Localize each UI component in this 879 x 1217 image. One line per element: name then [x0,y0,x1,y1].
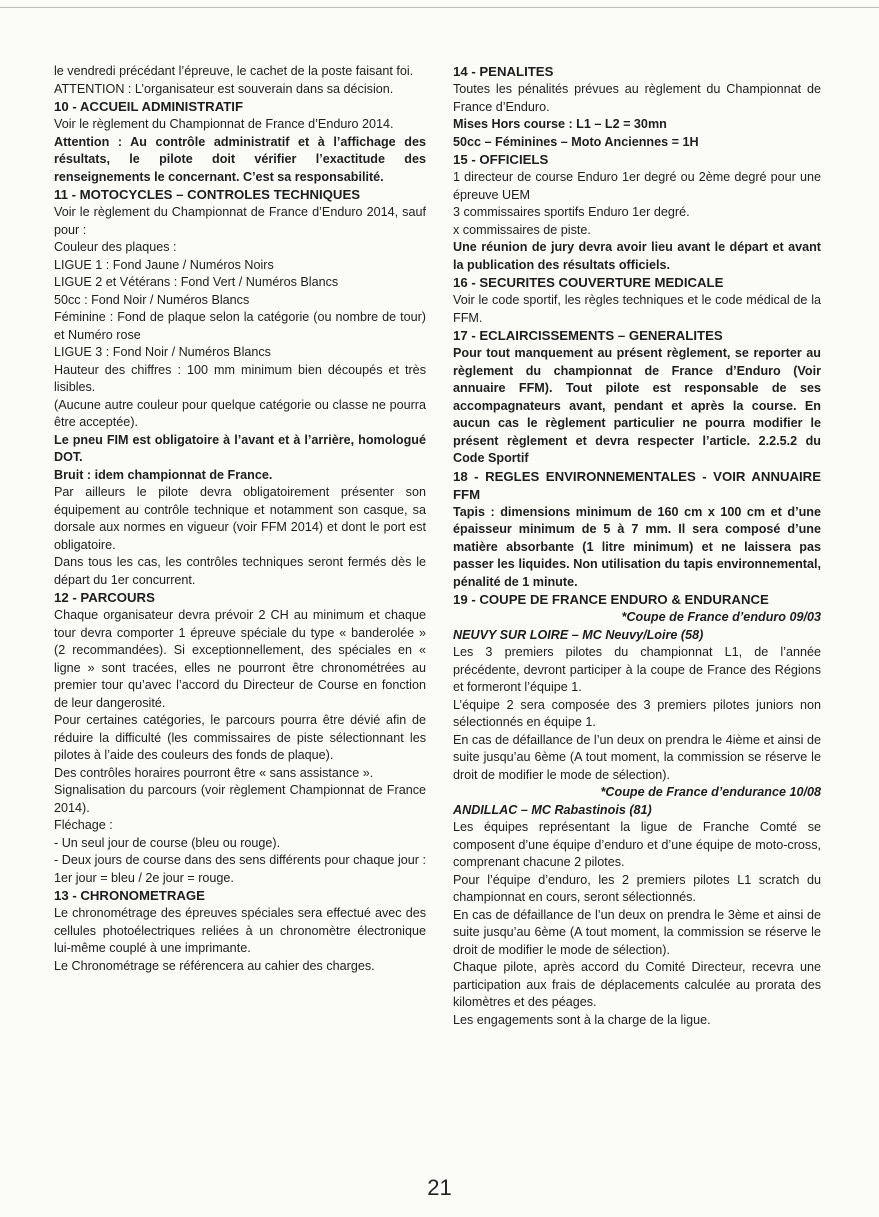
event-heading: *Coupe de France d’enduro 09/03 [621,610,821,624]
event-heading: NEUVY SUR LOIRE – MC Neuvy/Loire (58) [453,627,704,642]
paragraph: LIGUE 3 : Fond Noir / Numéros Blancs [54,345,271,359]
section-heading: 13 - CHRONOMETRAGE [54,888,205,903]
paragraph: En cas de défaillance de l’un deux on prendra le 3ème et ainsi de suite jusqu’au 6ème (A tout moment, la commission se réserve le droit de modifier le mode de sélection). [453,907,821,957]
paragraph: Voir le code sportif, les règles techniques et le code médical de la FFM. [453,293,821,325]
paragraph: - Deux jours de course dans des sens différents pour chaque jour : 1er jour = bleu / 2e jour = rouge. [54,853,426,885]
paragraph: L’équipe 2 sera composée des 3 premiers pilotes juniors non sélectionnés en équipe 1. [453,697,821,729]
paragraph: LIGUE 2 et Vétérans : Fond Vert / Numéros Blancs [54,275,339,289]
paragraph: ATTENTION : L’organisateur est souverain dans sa décision. [54,81,394,96]
paragraph: Les 3 premiers pilotes du championnat L1, de l’année précédente, devront participer à la coupe de France des Régions et formeront l’équipe 1. [453,645,821,694]
paragraph: Le Chronométrage se référencera au cahier des charges. [54,958,375,973]
paragraph: En cas de défaillance de l’un deux on prendra le 4ième et ainsi de suite jusqu’au 6ème (A tout moment, la commission se réserve le droit de modifier le mode de sélection). [453,732,821,782]
right-column [453,63,821,1029]
paragraph: - Un seul jour de course (bleu ou rouge). [54,835,281,850]
paragraph: Des contrôles horaires pourront être « sans assistance ». [54,765,374,780]
section-heading: 19 - COUPE DE FRANCE ENDURO & ENDURANCE [453,592,769,607]
bold-paragraph: Bruit : idem championnat de France. [54,467,273,482]
section-heading: 17 - ECLAIRCISSEMENTS – GENERALITES [453,328,723,343]
paragraph: Féminine : Fond de plaque selon la catégorie (ou nombre de tour) et Numéro rose [54,310,426,342]
paragraph: Les engagements sont à la charge de la ligue. [453,1012,711,1027]
paragraph: 3 commissaires sportifs Enduro 1er degré. [453,205,690,219]
paragraph: le vendredi précédant l’épreuve, le cachet de la poste faisant foi. [54,64,414,78]
paragraph: Chaque pilote, après accord du Comité Directeur, recevra une participation aux frais de déplacements calculée au prorata des kilomètres et des péages. [453,960,821,1009]
left-column [54,63,426,975]
paragraph: Le chronométrage des épreuves spéciales sera effectué avec des cellules photoélectriques reliées à un chronomètre électronique lui-même couplé à une imprimante. [54,906,426,955]
paragraph: 50cc : Fond Noir / Numéros Blancs [54,292,250,307]
event-heading: *Coupe de France d’endurance 10/08 [600,785,821,799]
section-heading: 16 - SECURITES COUVERTURE MEDICALE [453,275,724,290]
paragraph: Couleur des plaques : [54,240,177,254]
paragraph: Voir le règlement du Championnat de France d’Enduro 2014, sauf pour : [54,205,426,237]
section-heading: 14 - PENALITES [453,64,554,79]
bold-paragraph: Mises Hors course : L1 – L2 = 30mn [453,117,667,131]
paragraph: Toutes les pénalités prévues au règlement du Championnat de France d’Enduro. [453,82,821,114]
section-heading: 11 - MOTOCYCLES – CONTROLES TECHNIQUES [54,187,361,202]
bold-paragraph: Tapis : dimensions minimum de 160 cm x 100 cm et d’une épaisseur minimum de 5 à 7 mm. Il sera composé d’une matière absorbante (1 litre minimum) et ne laissera pas passer les liquides. Non utilisation du tapis environnemental, pénalité de 1 minute. [453,504,821,589]
bold-paragraph: Le pneu FIM est obligatoire à l’avant et à l’arrière, homologué DOT. [54,432,426,464]
bold-paragraph: Une réunion de jury devra avoir lieu avant le départ et avant la publication des résultats officiels. [453,240,821,272]
paragraph: Chaque organisateur devra prévoir 2 CH au minimum et chaque tour devra comporter 1 épreuve spéciale du type « banderolée » (2 recommandées). Si exceptionnellement, des spéciales en « ligne » sont tracées, elles ne pourront être chronométrées au premier tour qu’avec l’accord du Directeur de Course en fonction de leur dangerosité. [54,608,426,710]
paragraph: Signalisation du parcours (voir règlement Championnat de France 2014). [54,783,426,815]
paragraph: Par ailleurs le pilote devra obligatoirement présenter son équipement au contrôle technique et notamment son casque, sa dorsale aux normes en vigueur (voir FFM 2014) et dont le port est obligatoire. [54,485,426,552]
paragraph: Pour l’équipe d’enduro, les 2 premiers pilotes L1 scratch du championnat en cours, seront sélectionnés. [453,872,821,904]
event-heading: ANDILLAC – MC Rabastinois (81) [453,802,652,817]
paragraph: Hauteur des chiffres : 100 mm minimum bien découpés et très lisibles. [54,362,426,394]
paragraph: 1 directeur de course Enduro 1er degré ou 2ème degré pour une épreuve UEM [453,170,821,202]
section-heading: 12 - PARCOURS [54,590,155,605]
section-heading: 18 - REGLES ENVIRONNEMENTALES - VOIR ANNUAIRE FFM [453,468,821,502]
paragraph: Dans tous les cas, les contrôles techniques seront fermés dès le départ du 1er concurrent. [54,555,426,587]
bold-paragraph: Pour tout manquement au présent règlement, se reporter au règlement du championnat de France d’Enduro (Voir annuaire FFM). Tout pilote est responsable de ses accompagnateurs avant, pendant et après la course. En aucun cas le règlement particulier ne pourra modifier le présent règlement et devra respecter l’article. 2.2.5.2 du Code Sportif [453,346,821,465]
paragraph: x commissaires de piste. [453,222,591,237]
paragraph: Les équipes représentant la ligue de Franche Comté se composent d’une équipe d’enduro et d’une équipe de moto-cross, comprenant chacune 2 pilotes. [453,820,821,869]
paragraph: Pour certaines catégories, le parcours pourra être dévié afin de réduire la difficulté (les commissaires de piste sélectionnant les pilotes à l’aide des couleurs des fonds de plaque). [54,713,426,762]
section-heading: 15 - OFFICIELS [453,152,549,167]
bold-paragraph: Attention : Au contrôle administratif et à l’affichage des résultats, le pilote doit vérifier l’exactitude des renseignements le concernant. C’est sa responsabilité. [54,134,426,184]
bold-paragraph: 50cc – Féminines – Moto Anciennes = 1H [453,134,699,149]
page-number: 21 [427,1175,452,1200]
section-heading: 10 - ACCUEIL ADMINISTRATIF [54,99,244,114]
page-top-rule [0,7,879,8]
paragraph: (Aucune autre couleur pour quelque catégorie ou classe ne pourra être acceptée). [54,397,426,429]
paragraph: Fléchage : [54,818,113,832]
paragraph: LIGUE 1 : Fond Jaune / Numéros Noirs [54,257,274,272]
paragraph: Voir le règlement du Championnat de France d’Enduro 2014. [54,117,394,131]
